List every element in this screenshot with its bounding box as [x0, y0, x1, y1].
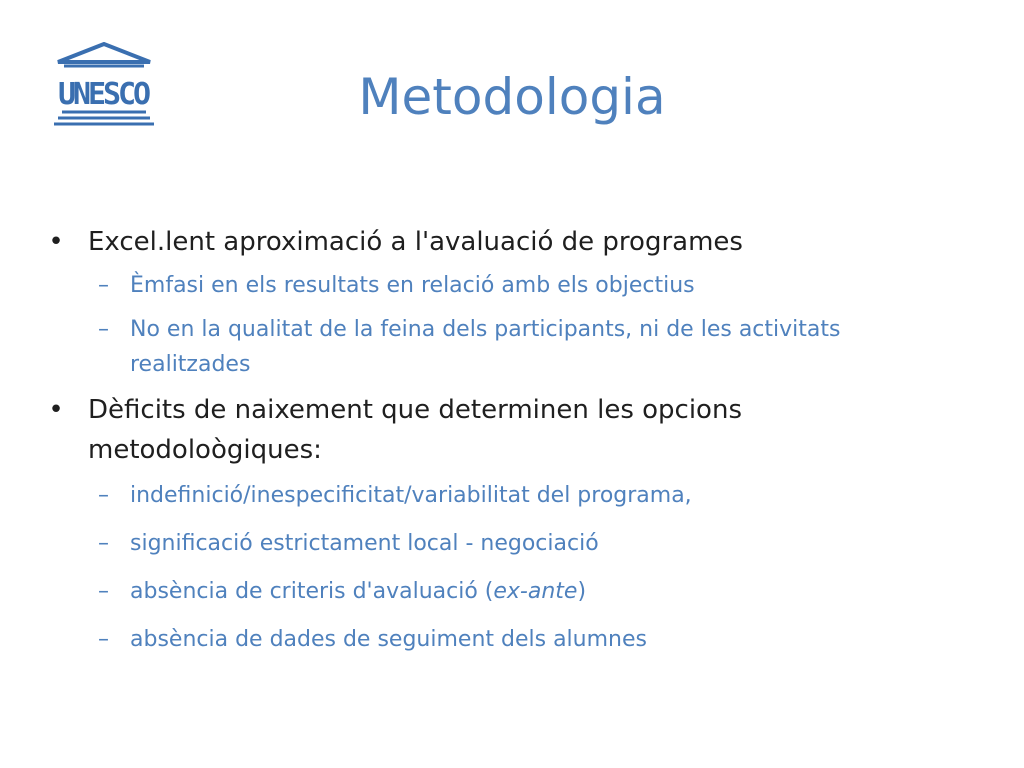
logo-letter-o: O [132, 77, 152, 112]
text-post: ) [577, 579, 587, 604]
sub-bullet-item [46, 476, 946, 516]
text-pre: absència de criteris d'avaluació ( [130, 579, 494, 604]
logo-letter-u: U [57, 77, 77, 112]
sub-bullet-text: absència de dades de seguiment dels alumnes [130, 627, 647, 652]
dash-icon: – [98, 317, 109, 342]
logo-letter-e: E [87, 77, 107, 112]
bullet-text: Excel.lent aproximació a l'avaluació de programes [88, 227, 743, 257]
bullet-dot-icon: • [48, 395, 64, 425]
sub-bullet-text: No en la qualitat de la feina dels participants, ni de les activitats realitzades [130, 317, 841, 377]
slide-content [46, 222, 946, 660]
sub-bullet-text [130, 579, 586, 604]
sub-bullet-item [46, 572, 946, 612]
bullet-item [46, 390, 946, 470]
sub-bullet-text: indefinició/inespecificitat/variabilitat del programa, [130, 483, 692, 508]
sub-bullet-item [46, 312, 946, 382]
dash-icon: – [98, 483, 109, 508]
bullet-text: Dèficits de naixement que determinen les opcions metodoloògiques: [88, 395, 742, 465]
sub-bullet-item [46, 620, 946, 660]
sub-bullet-item [46, 266, 946, 306]
dash-icon: – [98, 627, 109, 652]
bullet-dot-icon: • [48, 227, 64, 257]
slide-title: Metodologia [358, 68, 666, 126]
sub-bullet-text: Èmfasi en els resultats en relació amb els objectius [130, 273, 695, 298]
bullet-item [46, 222, 946, 262]
logo-letter-c: C [117, 77, 137, 112]
sub-bullet-item [46, 524, 946, 564]
logo-letter-s: S [102, 77, 122, 112]
dash-icon: – [98, 579, 109, 604]
logo-letter-n: N [72, 77, 92, 112]
dash-icon: – [98, 531, 109, 556]
dash-icon: – [98, 273, 109, 298]
sub-bullet-text: significació estrictament local - negociació [130, 531, 599, 556]
text-italic: ex-ante [493, 579, 578, 604]
